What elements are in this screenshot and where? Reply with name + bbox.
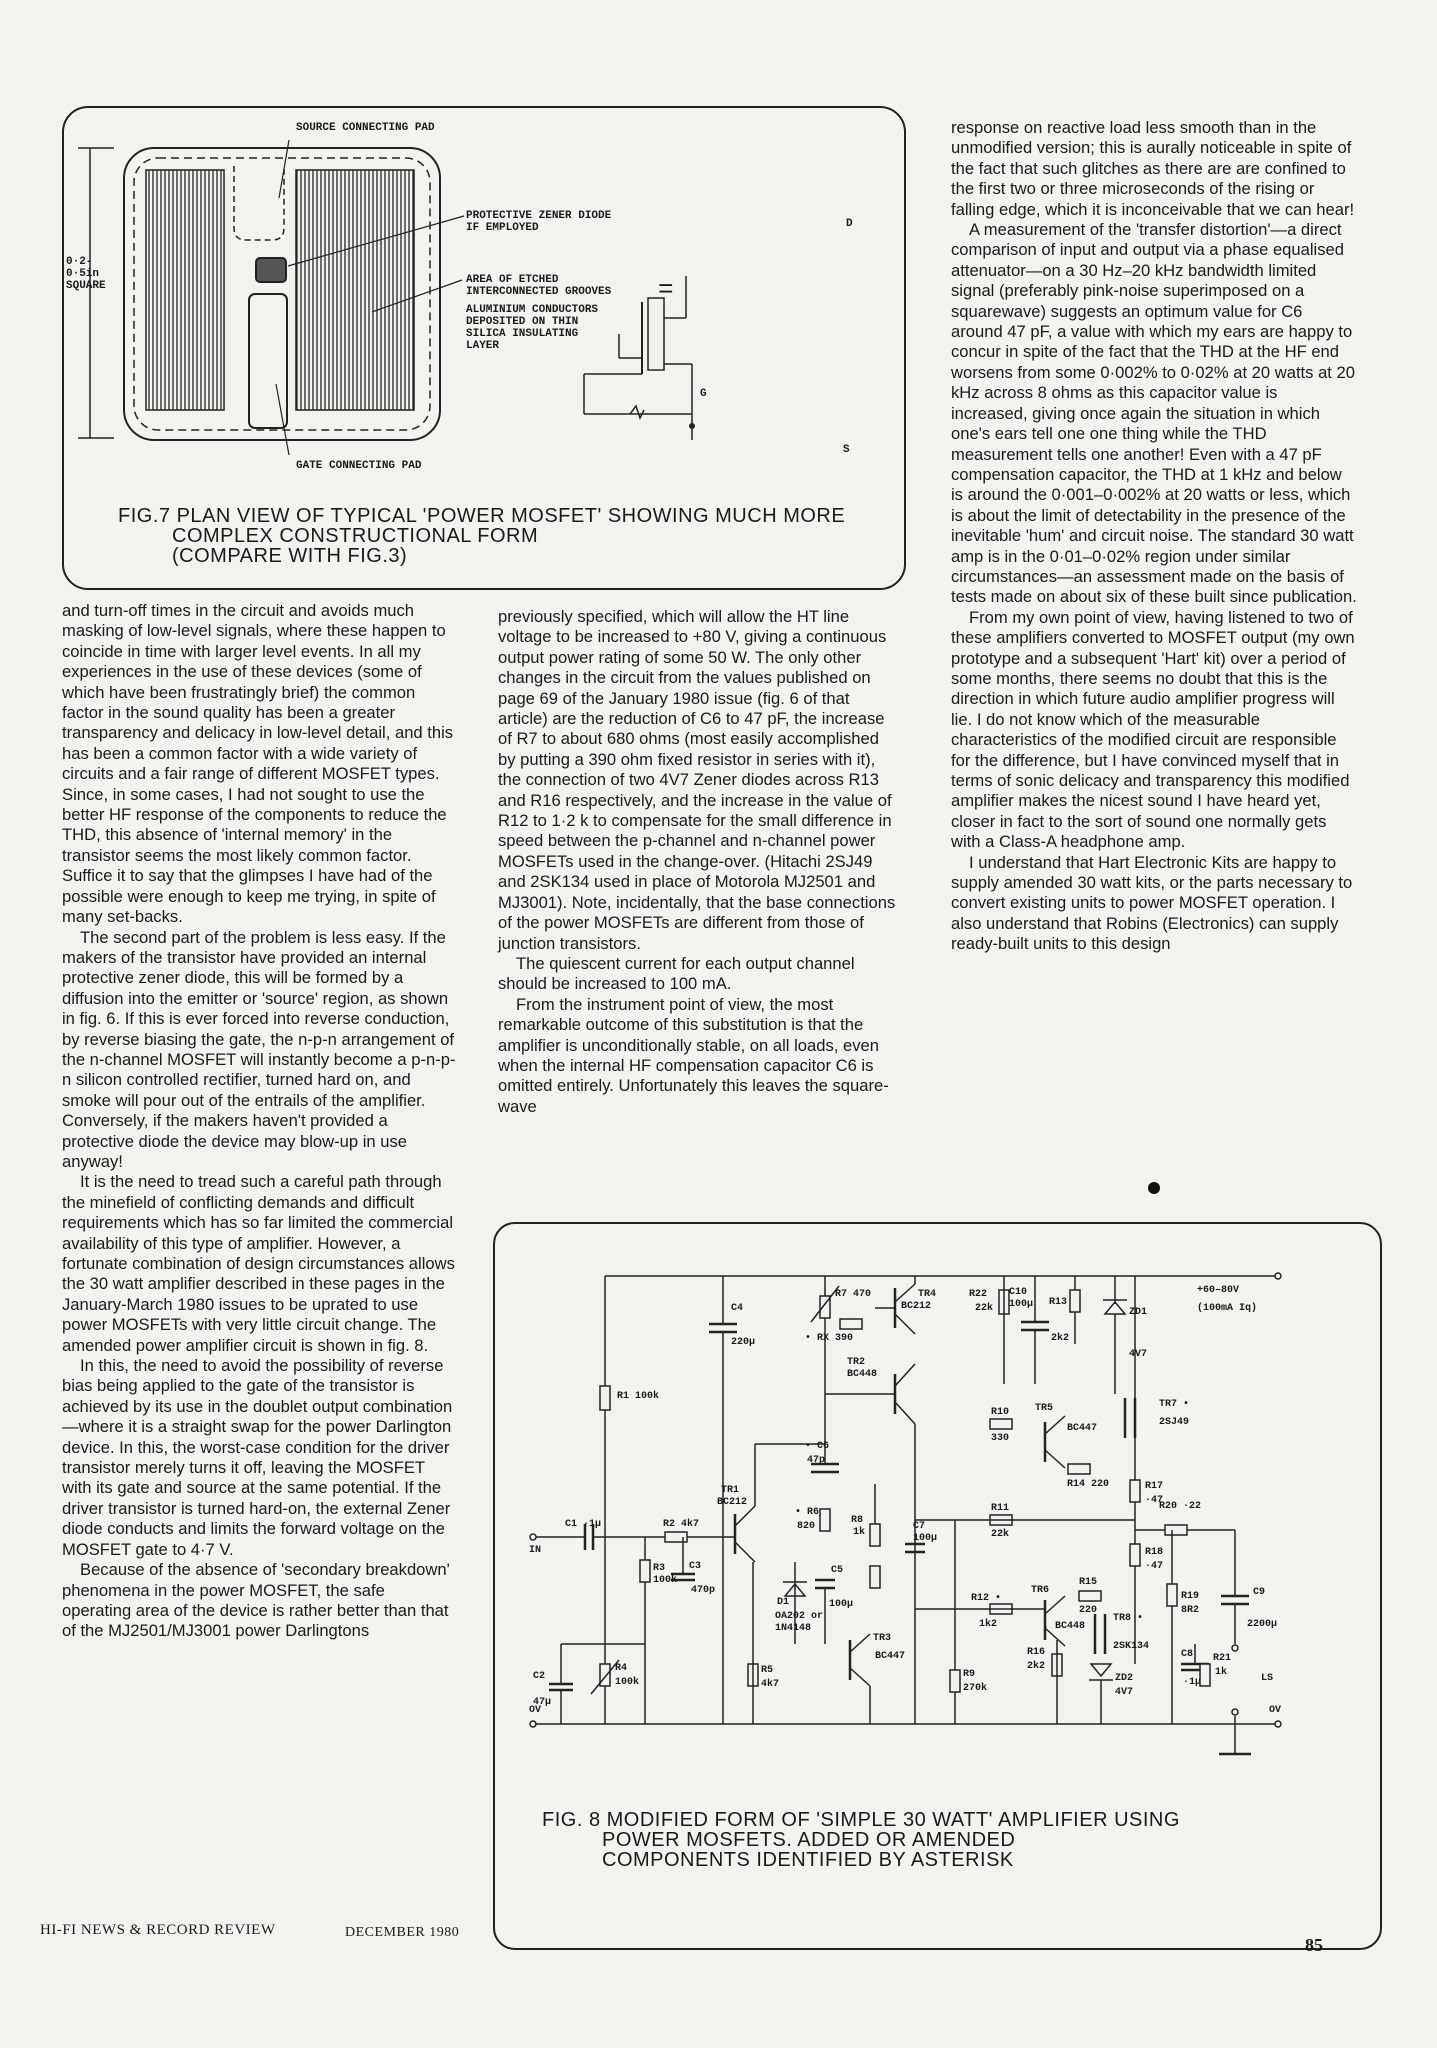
tr7-type: 2SJ49 xyxy=(1159,1417,1190,1428)
col3-paragraph: response on reactive load less smooth than in the unmodified version; this is aurally noticeable in spite of the fact that such glitches as there are are confined to the first two or three microseconds of the rising or falling edge, which it is inconceivable that we can hear! xyxy=(951,118,1355,219)
size-label: 0·2-0·5in SQUARE xyxy=(66,256,106,292)
fig7-box xyxy=(62,106,906,590)
r13-label: R13 xyxy=(1049,1297,1068,1308)
d1-label: D1 xyxy=(777,1597,790,1608)
c4-label: C4 xyxy=(731,1303,744,1314)
r13-value: 2k2 xyxy=(1051,1333,1070,1344)
end-mark-icon xyxy=(1148,1182,1160,1194)
etched-label: AREA OF ETCHED INTERCONNECTED GROOVES xyxy=(466,274,612,298)
col2-paragraph: The quiescent current for each output channel should be increased to 100 mA. xyxy=(498,953,855,994)
r16-value: 2k2 xyxy=(1027,1661,1046,1672)
fig7-caption-line1: FIG.7 PLAN VIEW OF TYPICAL 'POWER MOSFET' SHOWING MUCH MORE xyxy=(118,505,846,527)
r15-value: 220 xyxy=(1079,1605,1098,1616)
drain-label: D xyxy=(846,218,853,230)
tr2-type: BC448 xyxy=(847,1369,878,1380)
zd2-value: 4V7 xyxy=(1115,1687,1134,1698)
r17-label: R17 xyxy=(1145,1481,1164,1492)
tr6-label: TR6 xyxy=(1031,1585,1050,1596)
r15-label: R15 xyxy=(1079,1577,1098,1588)
r12-value: 1k2 xyxy=(979,1619,998,1630)
c2-label: C2 xyxy=(533,1671,546,1682)
c8-label: C8 xyxy=(1181,1649,1194,1660)
r6-label: • R6 xyxy=(795,1507,820,1518)
r21-label: R21 xyxy=(1213,1653,1232,1664)
c4-value: 220µ xyxy=(731,1337,756,1348)
ov-left-label: OV xyxy=(529,1705,542,1716)
column-1 xyxy=(62,601,458,1642)
r9-label: R9 xyxy=(963,1669,976,1680)
r5-value: 4k7 xyxy=(761,1679,780,1690)
tr2-label: TR2 xyxy=(847,1357,866,1368)
c8-value: ·1µ xyxy=(1183,1677,1202,1688)
c1-label: C1 ·1µ xyxy=(565,1519,602,1530)
tr1-label: TR1 xyxy=(721,1485,740,1496)
c2-value: 47µ xyxy=(533,1697,552,1708)
r4-value: 100k xyxy=(615,1677,640,1688)
r7-label: R7 470 xyxy=(835,1289,872,1300)
input-label: IN xyxy=(529,1545,542,1556)
fig8-box xyxy=(493,1222,1382,1950)
tr4-label: TR4 xyxy=(918,1289,937,1300)
fig8-caption-line2: POWER MOSFETS. ADDED OR AMENDED xyxy=(602,1829,1016,1851)
tr4-type: BC212 xyxy=(901,1301,932,1312)
rx-label: • RX 390 xyxy=(805,1333,854,1344)
tr5-label: TR5 xyxy=(1035,1403,1054,1414)
col3-paragraph: A measurement of the 'transfer distortion'—a direct comparison of input and output via a phase equalised attenuator—on a 30 Hz–20 kHz bandwidth limited signal (preferably pink-noise superimposed on a squarewave) suggests an optimum value for C6 around 47 pF, a value with which my ears are happy to concur in spite of the fact that the THD at the HF end worsens from some 0·002% to 0·02% at 20 watts at 20 kHz across 8 ohms as this capacitor value is increased, giving once again the situation in which one's ears tell one one thing while the THD measurement tells one another! Even with a 47 pF compensation capacitor, the THD at 1 kHz and below is around the 0·001–0·002% at 20 watts or less, which is about the limit of detectability in the presence of the inevitable 'hum' and circuit noise. The standard 30 watt amp is in the 0·01–0·02% region under similar circumstances—an assessment made on the basis of tests made on about six of these built since publication. xyxy=(951,220,1357,607)
publication-name: HI-FI NEWS & RECORD REVIEW xyxy=(40,1922,276,1938)
c10-value: 100µ xyxy=(1009,1299,1034,1310)
gate-label: G xyxy=(700,388,707,400)
r16-label: R16 xyxy=(1027,1647,1046,1658)
col1-paragraph: and turn-off times in the circuit and avoids much masking of low-level signals, where these happen to coincide in time with larger level events. In all my experiences in the use of these devices (some of which have been frustratingly brief) the common factor in the sound quality has been a greater transparency and delicacy in low-level detail, and this has been a common factor with a wide variety of circuits and a fair range of different MOSFET types. Since, in some cases, I had not sought to use the better HF response of the components to reduce the THD, this absence of 'internal memory' in the transistor seems the most likely common factor. Suffice it to say that the glimpses I have had of the possible were enough to keep me trying, in spite of many set-backs. xyxy=(62,601,454,927)
col3-paragraph: I understand that Hart Electronic Kits are happy to supply amended 30 watt kits, or the parts necessary to convert existing units to power MOSFET operation. I also understand that Robins (Electronics) can supply ready-built units to this design xyxy=(951,852,1353,954)
r11-label: R11 xyxy=(991,1503,1010,1514)
r12-label: R12 • xyxy=(971,1593,1002,1604)
r4-label: R4 xyxy=(615,1663,628,1674)
tr3-label: TR3 xyxy=(873,1633,892,1644)
c6-label: • C6 xyxy=(805,1441,830,1452)
col1-paragraph: The second part of the problem is less easy. If the makers of the transistor have provided an internal protective zener diode, this will be formed by a diffusion into the emitter or 'source' region, as shown in fig. 6. If this is ever forced into reverse conduction, by reverse biasing the gate, the n-p-n arrangement of the n-channel MOSFET will instantly become a p-n-p-n silicon controlled rectifier, turned hard on, and smoke will pour out of the entrails of the amplifier. Conversely, if the makers haven't provided a protective diode the device may blow-up in use anyway! xyxy=(62,927,456,1171)
r17-value: ·47 xyxy=(1145,1495,1164,1506)
source-pad-label: SOURCE CONNECTING PAD xyxy=(296,122,435,134)
col2-paragraph: From the instrument point of view, the most remarkable outcome of this substitution is that the amplifier is unconditionally stable, on all loads, even when the internal HF compensation capacitor C6 is omitted entirely. Unfortunately this leaves the square-wave xyxy=(498,994,889,1116)
c7-label: C7 xyxy=(913,1521,926,1532)
r10-label: R10 xyxy=(991,1407,1010,1418)
tr1-type: BC212 xyxy=(717,1497,748,1508)
d1-value-alt: 1N4148 xyxy=(775,1623,812,1634)
tr8-label: TR8 • xyxy=(1113,1613,1144,1624)
d1-value: OA202 or xyxy=(775,1611,824,1622)
r11-value: 22k xyxy=(991,1529,1010,1540)
supply-iq-label: (100mA Iq) xyxy=(1197,1303,1258,1314)
r9-value: 270k xyxy=(963,1683,988,1694)
tr3-type: BC447 xyxy=(875,1651,906,1662)
r18-value: ·47 xyxy=(1145,1561,1164,1572)
speaker-label: LS xyxy=(1261,1673,1274,1684)
fig8-caption-line1: FIG. 8 MODIFIED FORM OF 'SIMPLE 30 WATT' AMPLIFIER USING xyxy=(542,1809,1180,1831)
aluminium-label: ALUMINIUM CONDUCTORS DEPOSITED ON THIN SILICA INSULATING LAYER xyxy=(466,304,599,352)
issue-date: DECEMBER 1980 xyxy=(345,1925,460,1940)
r1-label: R1 100k xyxy=(617,1391,660,1402)
zd1-value: 4V7 xyxy=(1129,1349,1148,1360)
r21-value: 1k xyxy=(1215,1667,1228,1678)
tr8-type: 2SK134 xyxy=(1113,1641,1150,1652)
fig8-caption-line3: COMPONENTS IDENTIFIED BY ASTERISK xyxy=(602,1849,1014,1871)
fig8-caption xyxy=(542,1810,1342,1870)
c10-label: C10 xyxy=(1009,1287,1028,1298)
r3-label: R3 xyxy=(653,1563,666,1574)
r18-label: R18 xyxy=(1145,1547,1164,1558)
tr5-type: BC447 xyxy=(1067,1423,1098,1434)
c7-value: 100µ xyxy=(913,1533,938,1544)
zener-label: PROTECTIVE ZENER DIODE IF EMPLOYED xyxy=(466,210,612,234)
gate-pad-label: GATE CONNECTING PAD xyxy=(296,460,422,472)
col1-paragraph: It is the need to tread such a careful path through the minefield of conflicting demands and difficult requirements which has so far limited the commercial availability of this type of amplifier. However, a fortunate combination of design circumstances allows the 30 watt amplifier described in these pages in the January-March 1980 issues to be uprated to use power MOSFETs with very little circuit change. The amended power amplifier circuit is shown in fig. 8. xyxy=(62,1172,455,1355)
column-2 xyxy=(498,607,896,1117)
zd2-label: ZD2 xyxy=(1115,1673,1134,1684)
fig7-caption-line2: COMPLEX CONSTRUCTIONAL FORM xyxy=(172,525,539,547)
fig7-caption-line3: (COMPARE WITH FIG.3) xyxy=(172,545,408,567)
source-label: S xyxy=(843,444,850,456)
col3-paragraph: From my own point of view, having listened to two of these amplifiers converted to MOSFET output (my own prototype and a subsequent 'Hart' kit) over a period of some months, there seems no doubt that this is the direction in which future audio amplifier progress will lie. I do not know which of the measurable characteristics of the modified circuit are responsible for the difference, but I have convinced myself that in terms of sonic delicacy and transparency this modified amplifier makes the nicest sound I have heard yet, closer in fact to the sort of sound one normally gets with a Class-A headphone amp. xyxy=(951,607,1355,852)
r8-value: 1k xyxy=(853,1527,866,1538)
r5-label: R5 xyxy=(761,1665,774,1676)
c9-value: 2200µ xyxy=(1247,1619,1278,1630)
r8-label: R8 xyxy=(851,1515,864,1526)
zd1-label: ZD1 xyxy=(1129,1307,1148,1318)
r14-label: R14 220 xyxy=(1067,1479,1110,1490)
column-3 xyxy=(951,118,1358,955)
col1-paragraph: Because of the absence of 'secondary breakdown' phenomena in the power MOSFET, the safe operating area of the device is rather better than that of the MJ2501/MJ3001 power Darlingtons xyxy=(62,1560,450,1641)
col1-paragraph: In this, the need to avoid the possibility of reverse bias being applied to the gate of the transistor is achieved by its use in the doublet output combination—where it is a straight swap for the power Darlington device. In this, the worst-case condition for the driver transistor merely turns it off, leaving the MOSFET with its gate and source at the same potential. If the driver transistor is turned hard-on, the external Zener diode conducts and limits the forward voltage on the MOSFET gate to 4·7 V. xyxy=(62,1356,453,1559)
r3-value: 100k xyxy=(653,1575,678,1586)
tr6-type: BC448 xyxy=(1055,1621,1086,1632)
c6-value: 47p xyxy=(807,1455,826,1466)
c9-label: C9 xyxy=(1253,1587,1266,1598)
fig7-caption xyxy=(118,506,878,566)
r2-label: R2 4k7 xyxy=(663,1519,700,1530)
supply-label: +60–80V xyxy=(1197,1285,1240,1296)
r20-label: R20 ·22 xyxy=(1159,1501,1202,1512)
r19-value: 8R2 xyxy=(1181,1605,1200,1616)
ov-right-label: OV xyxy=(1269,1705,1282,1716)
r6-value: 820 xyxy=(797,1521,816,1532)
col2-paragraph: previously specified, which will allow the HT line voltage to be increased to +80 V, giving a continuous output power rating of some 50 W. The only other changes in the circuit from the values published on page 69 of the January 1980 issue (fig. 6 of that article) are the reduction of C6 to 47 pF, the increase of R7 to about 680 ohms (most easily accomplished by putting a 390 ohm fixed resistor in series with it), the connection of two 4V7 Zener diodes across R13 and R16 respectively, and the increase in the value of R12 to 1·2 k to compensate for the small difference in speed between the p-channel and n-channel power MOSFETs used in the change-over. (Hitachi 2SJ49 and 2SK134 used in place of Motorola MJ2501 and MJ3001). Note, incidentally, that the base connections of the power MOSFETs are different from those of junction transistors. xyxy=(498,607,896,953)
c5-value: 100µ xyxy=(829,1599,854,1610)
tr7-label: TR7 • xyxy=(1159,1399,1190,1410)
page-number: 85 xyxy=(1305,1935,1323,1955)
r22-value: 22k xyxy=(975,1303,994,1314)
c3-label: C3 xyxy=(689,1561,702,1572)
c5-label: C5 xyxy=(831,1565,844,1576)
r10-value: 330 xyxy=(991,1433,1010,1444)
r19-label: R19 xyxy=(1181,1591,1200,1602)
r22-label: R22 xyxy=(969,1289,988,1300)
c3-value: 470p xyxy=(691,1585,716,1596)
equals-sign: = xyxy=(658,275,674,305)
